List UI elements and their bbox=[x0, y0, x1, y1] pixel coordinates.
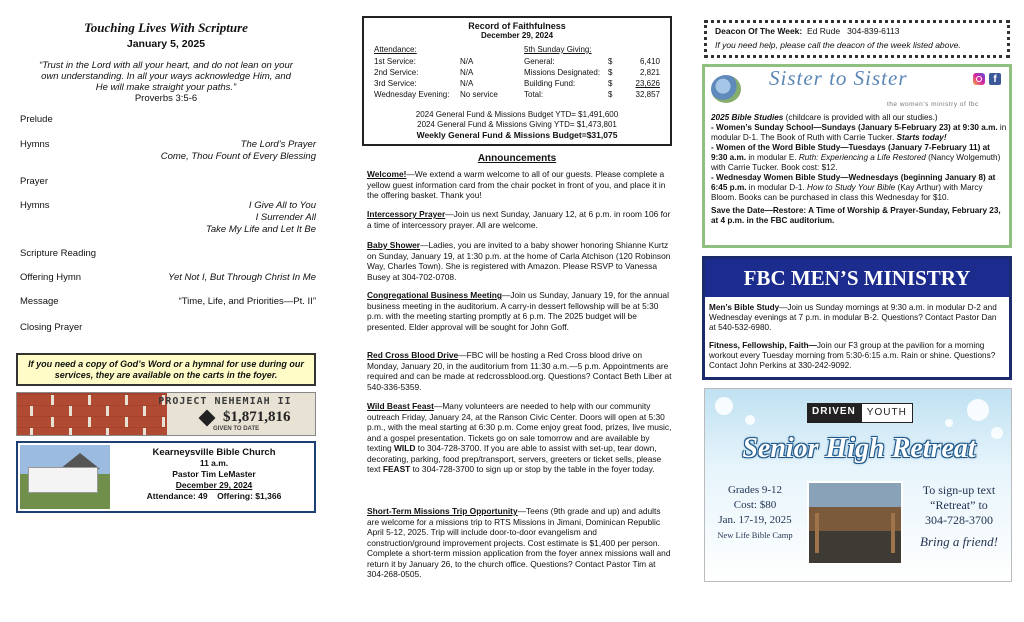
announcement-item bbox=[367, 169, 672, 201]
study-item: - Wednesday Women Bible Study—Wednesdays (beginning January 8) at 6:45 p.m. in modular D-1. How to Study Your Bible (Kay Arthur) with Marcy Bloom. Books can be purchased in class this Wednesday for $10. bbox=[711, 173, 996, 202]
hymn-title: Yet Not I, But Through Christ In Me bbox=[168, 272, 316, 283]
service-item-label: Prelude bbox=[20, 114, 53, 125]
announcement-item bbox=[367, 290, 672, 332]
mens-fitness: Fitness, Fellowship, Faith—Join our F3 group at the pavilion for a morning workout every Tuesday morning from 5:30-6:15 a.m. Rain or shine. Questions? Contact John Perkins at 330-242-9092. bbox=[709, 341, 996, 370]
currency-symbols: $ $ $ $ bbox=[608, 57, 613, 99]
deacon-note: If you need help, please call the deacon of the week listed above. bbox=[715, 40, 961, 50]
announcements-title: Announcements bbox=[477, 153, 557, 164]
announcement-text: —Teens (9th grade and up) and adults are welcome for a missions trip to RTS Missions in Jimani, Dominican Republic April 5-12, 2025. Trip will include door-to-door evangelism and construction/ground improvement projects. Cost estimate is $1,400 per person. Complete a short-term mission application from the foyer annex missions wall and return it by January 26, to the church office. Questions? Contact Pastor Tim at 304-268-0505. bbox=[367, 506, 671, 579]
retreat-title: Senior High Retreat bbox=[742, 433, 976, 464]
service-item bbox=[20, 200, 316, 238]
church-info-box bbox=[16, 441, 316, 513]
bulletin-date: January 5, 2025 bbox=[126, 38, 206, 50]
announcement-text: —Join us Sunday, January 19, for the annual business meeting in the auditorium. A carry-in dessert fellowship will be at 5:30 p.m. with the meeting starting promptly at 6 p.m. The 2025 budget will be presented. Elder approval will be sought for John Goff. bbox=[367, 290, 669, 332]
announcement-heading: Baby Shower bbox=[367, 240, 421, 250]
message-title: “Time, Life, and Priorities—Pt. II” bbox=[178, 296, 316, 307]
attendance-heading: Attendance: bbox=[374, 45, 417, 54]
church-stats: Attendance: 49 Offering: $1,366 bbox=[146, 491, 282, 501]
mens-ministry-box bbox=[702, 256, 1012, 380]
scripture-quote bbox=[34, 60, 298, 104]
hymnal-notice: If you need a copy of God’s Word or a hymnal for use during our services, they are available on the carts in the foyer. bbox=[16, 353, 316, 386]
service-item-label: Prayer bbox=[20, 176, 48, 187]
study-item: - Women of the Word Bible Study—Tuesdays (January 7-February 11) at 9:30 a.m. in modular E. Ruth: Experiencing a Life Restored (Nancy Wolgemuth) with Carrie Tucker. Book cost: $12. bbox=[711, 143, 1001, 172]
deacon-of-week-box bbox=[704, 20, 1010, 58]
announcement-heading: Intercessory Prayer bbox=[367, 209, 446, 219]
study-item: - Women’s Sunday School—Sundays (January 5-February 23) at 9:30 a.m. in modular D-1. The Book of Ruth with Carrie Tucker. Starts today! bbox=[711, 123, 1007, 142]
church-info bbox=[114, 447, 314, 502]
sister-to-sister-box bbox=[702, 64, 1012, 248]
service-item-label: Offering Hymn bbox=[20, 272, 82, 283]
announcement-text: —Join us next Sunday, January 12, at 6 p.m. in room 106 for a time of intercessory prayer. All are welcome. bbox=[367, 209, 671, 230]
sister-title: Sister to Sister bbox=[769, 66, 908, 90]
service-item-values bbox=[206, 200, 316, 236]
nehemiah-amount: $1,871,816 bbox=[167, 409, 316, 426]
record-date: December 29, 2024 bbox=[480, 31, 554, 40]
announcements-column bbox=[362, 0, 672, 622]
ministries-column bbox=[702, 0, 1012, 622]
announcement-item bbox=[367, 506, 672, 580]
weekly-budget: Weekly General Fund & Missions Budget=$31,075 bbox=[416, 130, 618, 140]
announcement-item bbox=[367, 209, 672, 230]
giving-values: 6,410 2,821 23,626 32,857 bbox=[635, 57, 660, 99]
senior-high-retreat-flyer bbox=[704, 388, 1012, 582]
mens-ministry-banner: FBC MEN’S MINISTRY bbox=[705, 259, 1009, 297]
announcement-heading: Wild Beast Feast bbox=[367, 401, 434, 411]
service-item-values bbox=[168, 272, 316, 284]
attendance-values: N/A N/A N/A No service bbox=[460, 57, 498, 99]
hymn-title: Come, Thou Fount of Every Blessing bbox=[160, 151, 316, 162]
flower-graphic bbox=[711, 75, 741, 103]
nehemiah-title: PROJECT NEHEMIAH II bbox=[158, 396, 292, 407]
pastor-name: Pastor Tim LeMaster bbox=[172, 469, 256, 479]
facebook-icon[interactable]: f bbox=[989, 73, 1001, 85]
announcement-heading: Welcome! bbox=[367, 169, 407, 179]
church-photo bbox=[20, 445, 110, 509]
attendance-labels: 1st Service: 2nd Service: 3rd Service: Wednesday Evening: bbox=[374, 57, 450, 99]
deacon-line: Deacon Of The Week: Ed Rude 304-839-6113 bbox=[715, 26, 900, 36]
project-nehemiah-banner bbox=[16, 392, 316, 436]
quote-text: “Trust in the Lord with all your heart, and do not lean on your own understanding. In all your ways acknowledge Him, and He will make straight your paths.” bbox=[39, 60, 293, 93]
service-item-label: Closing Prayer bbox=[20, 322, 83, 333]
instagram-icon[interactable] bbox=[973, 73, 985, 85]
giving-labels: General: Missions Designated: Building Fund: Total: bbox=[524, 57, 601, 99]
announcement-text: —Ladies, you are invited to a baby shower honoring Shianne Kurtz on Sunday, January 19, at 1:30 p.m. at the home of Carla Atchison (120 Robinson Way, Charles Town). She is registered with Amazon. Please RSVP to Vanessa Busey at 304-702-0708. bbox=[367, 240, 671, 282]
ytd-summary: 2024 General Fund & Missions Budget YTD= $1,491,600 2024 General Fund & Missions Giving YTD= $1,473,801 bbox=[415, 110, 619, 129]
diamond-icon bbox=[199, 409, 216, 426]
service-item-label: Hymns bbox=[20, 200, 50, 211]
announcement-text: —FBC will be hosting a Red Cross blood drive on Monday, January 20, in the auditorium from 11:30 a.m.—5 p.m. Appointments are required and can be made at redcrossblood.org. Questions? Contact Beth Liber at 540-336-5359. bbox=[367, 350, 672, 392]
retreat-signup: To sign-up text “Retreat” to 304-728-3700 Bring a friend! bbox=[920, 483, 998, 549]
bulletin-title: Touching Lives With Scripture bbox=[84, 20, 248, 35]
announcement-item bbox=[367, 350, 672, 392]
sister-banner bbox=[707, 66, 1007, 111]
retreat-details: Grades 9-12 Cost: $80 Jan. 17-19, 2025 New Life Bible Camp bbox=[717, 484, 793, 540]
church-name: Kearneysville Bible Church bbox=[152, 447, 276, 458]
driven-youth-logo: DRIVEN YOUTH bbox=[807, 403, 913, 423]
nehemiah-caption: GIVEN TO DATE bbox=[213, 426, 260, 432]
hymn-title: Take My Life and Let It Be bbox=[205, 224, 316, 235]
giving-heading: 5th Sunday Giving: bbox=[524, 45, 592, 54]
announcement-text: —We extend a warm welcome to all of our guests. Please complete a yellow guest information card from the chair pocket in front of you, and place it in the offering basket. Thank you! bbox=[367, 169, 666, 200]
service-time: 11 a.m. bbox=[199, 458, 229, 468]
service-item-label: Message bbox=[20, 296, 59, 307]
announcement-heading: Red Cross Blood Drive bbox=[367, 350, 459, 360]
announcement-item: Wild Beast Feast—Many volunteers are needed to help with our community outreach Friday, January 24, at the Ranson Civic Center. Doors will open at 5:30 p.m., with the meal starting at 6:30 p.m. Come enjoy great food, prizes, live music, and a gospel presentation. Tickets go on sale tomorrow and are available by texting WILD to 304-728-3700. If you are able to assist with set-up, tear down, decorating, parking, food prep/transport, servers, greeters or ticket sells, please text FEAST to 304-728-3700 to sign up or stop by the table in the foyer today. bbox=[367, 401, 672, 474]
service-item-values bbox=[179, 296, 316, 308]
sister-subtitle: the women’s ministry of fbc bbox=[887, 101, 979, 108]
service-item-values bbox=[161, 139, 316, 163]
sister-body bbox=[711, 113, 1007, 226]
record-of-faithfulness bbox=[362, 16, 672, 146]
quote-reference: Proverbs 3:5-6 bbox=[134, 93, 198, 104]
hymn-title: I Surrender All bbox=[255, 212, 316, 223]
service-item-label: Hymns bbox=[20, 139, 50, 150]
hymn-title: The Lord’s Prayer bbox=[240, 139, 316, 150]
save-the-date: Save the Date—Restore: A Time of Worship & Prayer-Sunday, February 23, at 4 p.m. in the FBC auditorium. bbox=[711, 206, 1001, 225]
service-item bbox=[20, 139, 316, 165]
record-title: Record of Faithfulness bbox=[468, 21, 566, 31]
church-report-date: December 29, 2024 bbox=[175, 480, 253, 490]
announcement-heading: Short-Term Missions Trip Opportunity bbox=[367, 506, 518, 516]
announcement-heading: Congregational Business Meeting bbox=[367, 290, 502, 300]
bible-studies-heading: 2025 Bible Studies (childcare is provided with all our studies.) bbox=[711, 113, 938, 122]
mens-bible-study: Men’s Bible Study—Join us Sunday mornings at 9:30 a.m. in modular D-2 and Wednesday evenings at 7 p.m. in modular B-2. Questions? Contact Pastor Dan at 540-532-6980. bbox=[709, 303, 997, 332]
order-of-service-column bbox=[14, 0, 318, 622]
hymn-title: I Give All to You bbox=[248, 200, 316, 211]
service-item-label: Scripture Reading bbox=[20, 248, 97, 259]
retreat-group-photo bbox=[807, 481, 903, 565]
announcement-item bbox=[367, 240, 672, 282]
